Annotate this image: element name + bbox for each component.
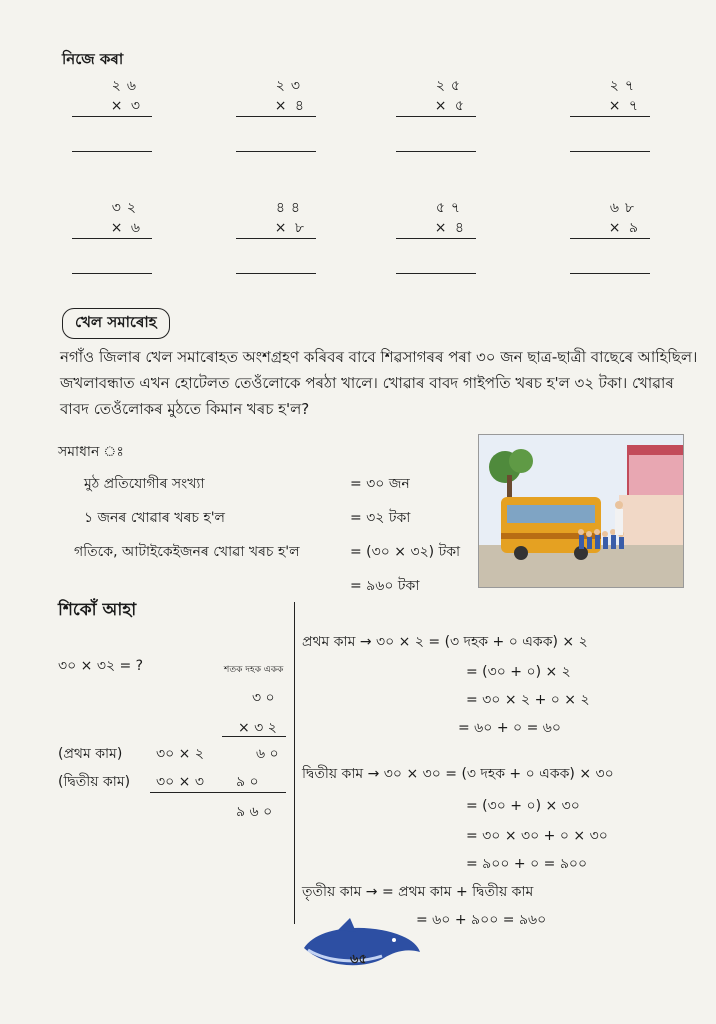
second-step-expression: ৩০ × ৩ bbox=[156, 774, 204, 790]
total-result: ৯ ৬ ০ bbox=[236, 804, 273, 820]
multiplication-problem bbox=[570, 74, 650, 152]
solution-row-label: গতিকে, আটাইকেইজনৰ খোৱা খৰচ হ'ল bbox=[74, 544, 300, 560]
sum-line bbox=[150, 792, 286, 793]
multiplier: × ৯ bbox=[608, 220, 640, 236]
explanation-line: দ্বিতীয় কাম → ৩০ × ৩০ = (৩ দহক + ০ একক) × ৩০ bbox=[302, 766, 614, 782]
explanation-line: প্রথম কাম → ৩০ × ২ = (৩ দহক + ০ একক) × ২ bbox=[302, 634, 588, 650]
product-line bbox=[236, 116, 316, 117]
answer-line bbox=[72, 151, 152, 152]
multiplier: × ৭ bbox=[608, 98, 640, 114]
first-step-label: (প্রথম কাম) bbox=[58, 746, 123, 762]
answer-line bbox=[396, 273, 476, 274]
multiplier: × ৬ bbox=[110, 220, 142, 236]
explanation-line: = (৩০ + ০) × ২ bbox=[466, 664, 571, 680]
product-line bbox=[570, 238, 650, 239]
section-heading-lets-learn: শিকোঁ আহা bbox=[58, 600, 137, 620]
solution-row-value: = ৯৬০ টকা bbox=[350, 578, 420, 594]
multiplicand: ৫৭ bbox=[435, 200, 466, 216]
multiplier: × ৪ bbox=[274, 98, 306, 114]
solution-row-value: = ৩২ টকা bbox=[350, 510, 411, 526]
multiplicand: ২৬ bbox=[111, 78, 142, 94]
multiplier-number: × ৩ ২ bbox=[238, 720, 277, 736]
column-divider bbox=[294, 602, 295, 924]
multiplicand: ২৩ bbox=[275, 78, 306, 94]
product-line bbox=[72, 116, 152, 117]
section-heading-do-yourself: নিজে কৰা bbox=[62, 50, 124, 68]
multiplier: × ৮ bbox=[274, 220, 306, 236]
product-line bbox=[396, 238, 476, 239]
product-line bbox=[72, 238, 152, 239]
multiplier: × ৪ bbox=[434, 220, 466, 236]
explanation-line: = (৩০ + ০) × ৩০ bbox=[466, 798, 580, 814]
learn-question: ৩০ × ৩২ = ? bbox=[58, 658, 144, 674]
multiplication-problem bbox=[396, 74, 476, 152]
solution-row-value: = (৩০ × ৩২) টকা bbox=[350, 544, 461, 560]
word-problem-text: নগাঁও জিলাৰ খেল সমাৰোহত অংশগ্রহণ কৰিবৰ বাবে শিৱসাগৰৰ পৰা ৩০ জন ছাত্র-ছাত্রী বাছেৰে আহিছিল। জখলাবন্ধাত এখন হোটেলত তেওঁলোকে পৰঠা খালে। খোৱাৰ বাবদ গাইপতি খৰচ হ'ল ৩২ টকা। খোৱাৰ বাবদ তেওঁলোকৰ মুঠতে কিমান খৰচ হ'ল? bbox=[60, 348, 698, 418]
explanation-line: = ৩০ × ৩০ + ০ × ৩০ bbox=[466, 828, 608, 844]
solution-heading: সমাধান ঃ bbox=[58, 444, 124, 460]
multiplication-problem bbox=[72, 74, 152, 152]
product-line bbox=[236, 238, 316, 239]
first-step-expression: ৩০ × ২ bbox=[156, 746, 204, 762]
multiplicand: ৪৪ bbox=[275, 200, 306, 216]
multiplicand: ২৭ bbox=[609, 78, 640, 94]
multiplication-problem bbox=[396, 196, 476, 274]
explanation-line: = ৯০০ + ০ = ৯০০ bbox=[466, 856, 588, 872]
answer-line bbox=[570, 273, 650, 274]
multiplication-problem bbox=[236, 74, 316, 152]
answer-line bbox=[396, 151, 476, 152]
explanation-line: তৃতীয় কাম → = প্রথম কাম + দ্বিতীয় কাম bbox=[302, 884, 534, 900]
multiplication-problem bbox=[570, 196, 650, 274]
multiplication-problem bbox=[236, 196, 316, 274]
top-number: ৩ ০ bbox=[252, 690, 275, 706]
solution-row-value: = ৩০ জন bbox=[350, 476, 410, 492]
multiplier: × ৩ bbox=[110, 98, 142, 114]
multiplier: × ৫ bbox=[434, 98, 466, 114]
solution-row-label: ১ জনৰ খোৱাৰ খৰচ হ'ল bbox=[84, 510, 225, 526]
answer-line bbox=[570, 151, 650, 152]
page-number: ৬৫ bbox=[350, 952, 367, 967]
product-line bbox=[570, 116, 650, 117]
solution-row-label: মুঠ প্রতিযোগীৰ সংখ্যা bbox=[84, 476, 205, 492]
answer-line bbox=[236, 273, 316, 274]
multiplicand: ৬৮ bbox=[609, 200, 640, 216]
section-title-sports-meet: খেল সমাৰোহ bbox=[62, 308, 170, 339]
multiplicand: ৩২ bbox=[111, 200, 142, 216]
multiplication-problem bbox=[72, 196, 152, 274]
bus-students-illustration bbox=[478, 434, 684, 588]
answer-line bbox=[72, 273, 152, 274]
first-step-result: ৬ ০ bbox=[256, 746, 279, 762]
second-step-result: ৯ ০ bbox=[236, 774, 259, 790]
explanation-line: = ৩০ × ২ + ০ × ২ bbox=[466, 692, 590, 708]
multiplicand: ২৫ bbox=[435, 78, 466, 94]
product-line bbox=[222, 736, 286, 737]
answer-line bbox=[236, 151, 316, 152]
explanation-line: = ৬০ + ৯০০ = ৯৬০ bbox=[416, 912, 547, 928]
place-value-header: শতক দহক একক bbox=[224, 665, 284, 675]
second-step-label: (দ্বিতীয় কাম) bbox=[58, 774, 131, 790]
explanation-line: = ৬০ + ০ = ৬০ bbox=[458, 720, 561, 736]
product-line bbox=[396, 116, 476, 117]
